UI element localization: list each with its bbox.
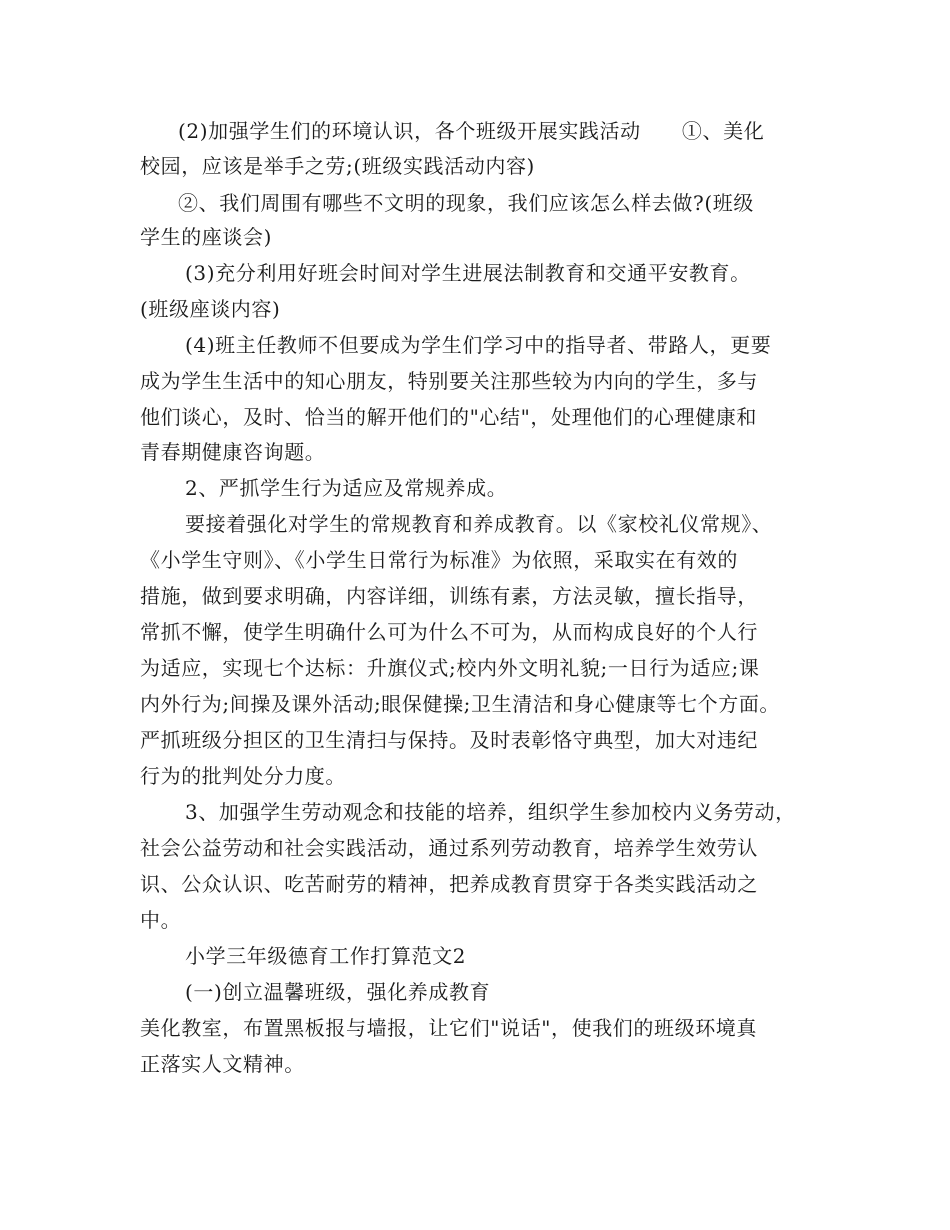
text-line: 中。 xyxy=(140,908,182,932)
text-line: 美化教室，布置黑板报与墙报，让它们"说话"，使我们的班级环境真 xyxy=(140,1016,757,1040)
text-line: 他们谈心，及时、恰当的解开他们的"心结"，处理他们的心理健康和 xyxy=(140,405,757,429)
text-line: 社会公益劳动和社会实践活动，通过系列劳动教育，培养学生效劳认 xyxy=(140,836,758,860)
text-line: 内外行为;间操及课外活动;眼保健操;卫生清洁和身心健康等七个方面。 xyxy=(140,692,781,716)
text-line: 校园，应该是举手之劳;(班级实践活动内容) xyxy=(140,154,535,178)
subsection-heading: (一)创立温馨班级，强化养成教育 xyxy=(185,980,491,1004)
text-line: 成为学生生活中的知心朋友，特别要关注那些较为内向的学生，多与 xyxy=(140,369,758,393)
section-heading: 小学三年级德育工作打算范文2 xyxy=(185,944,467,968)
text-line: (班级座谈内容) xyxy=(140,297,281,321)
text-line: 3、加强学生劳动观念和技能的培养，组织学生参加校内义务劳动， xyxy=(185,800,796,824)
text-line: 措施，做到要求明确，内容详细，训练有素，方法灵敏，擅长指导， xyxy=(140,584,758,608)
text-line: 青春期健康咨询题。 xyxy=(140,440,326,464)
text-line: (4)班主任教师不但要成为学生们学习中的指导者、带路人，更要 xyxy=(185,333,772,357)
text-line: 识、公众认识、吃苦耐劳的精神，把养成教育贯穿于各类实践活动之 xyxy=(140,872,758,896)
text-line: 《小学生守则》、《小学生日常行为标准》为依照，采取实在有效的 xyxy=(140,548,738,572)
text-line: ②、我们周围有哪些不文明的现象，我们应该怎么样去做?(班级 xyxy=(178,191,754,215)
text-line: (3)充分利用好班会时间对学生进展法制教育和交通平安教育。 xyxy=(185,261,751,285)
text-line: 要接着强化对学生的常规教育和养成教育。以《家校礼仪常规》、 xyxy=(185,512,773,536)
text-line: (2)加强学生们的环境认识，各个班级开展实践活动 ①、美化 xyxy=(178,119,765,143)
text-line: 严抓班级分担区的卫生清扫与保持。及时表彰恪守典型，加大对违纪 xyxy=(140,728,758,752)
text-line: 2、严抓学生行为适应及常规养成。 xyxy=(185,476,508,500)
text-line: 正落实人文精神。 xyxy=(140,1052,305,1076)
text-line: 行为的批判处分力度。 xyxy=(140,764,346,788)
text-line: 常抓不懈，使学生明确什么可为什么不可为，从而构成良好的个人行 xyxy=(140,620,758,644)
text-line: 学生的座谈会) xyxy=(140,225,273,249)
text-line: 为适应，实现七个达标：升旗仪式;校内外文明礼貌;一日行为适应;课 xyxy=(140,656,760,680)
